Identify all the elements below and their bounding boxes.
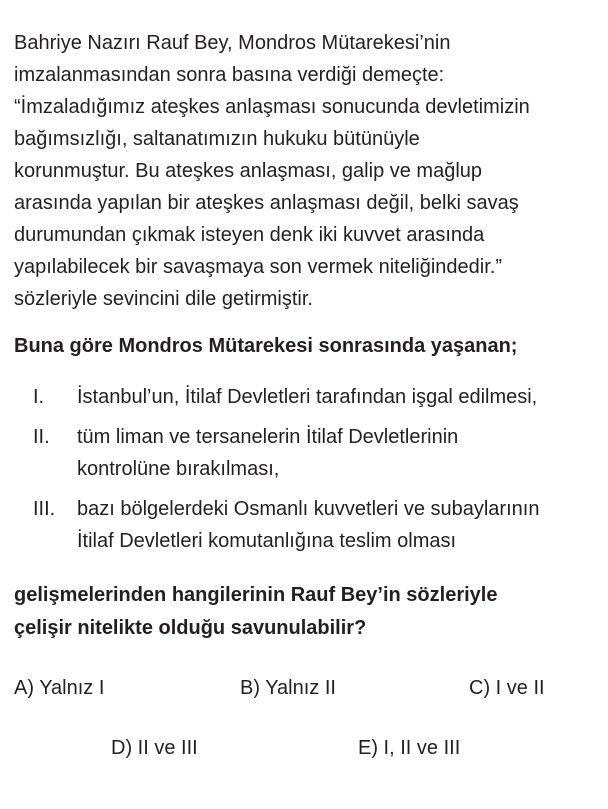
statement-number: I. [33, 386, 45, 408]
statement-text: bazı bölgelerdeki Osmanlı kuvvetleri ve subaylarının [77, 498, 540, 520]
option-e[interactable]: E) I, II ve III [358, 737, 461, 759]
passage-line: korunmuştur. Bu ateşkes anlaşması, galip ve mağlup [14, 160, 483, 182]
option-a[interactable]: A) Yalnız I [14, 677, 105, 699]
passage-line: arasında yapılan bir ateşkes anlaşması değil, belki savaş [14, 192, 519, 214]
question-prompt: Buna göre Mondros Mütarekesi sonrasında yaşanan; [14, 335, 518, 357]
statement-number: III. [33, 498, 56, 520]
passage-line: bağımsızlığı, saltanatımızın hukuku bütünüyle [14, 128, 420, 150]
statement-text: tüm liman ve tersanelerin İtilaf Devletlerinin [77, 426, 459, 448]
statement-number: II. [33, 426, 50, 448]
passage-line: durumundan çıkmak isteyen denk iki kuvvet arasında [14, 224, 485, 246]
passage-line: Bahriye Nazırı Rauf Bey, Mondros Mütarekesi’nin [14, 32, 451, 54]
statement-text: kontrolüne bırakılması, [77, 458, 280, 480]
option-b[interactable]: B) Yalnız II [240, 677, 336, 699]
passage-line: “İmzaladığımız ateşkes anlaşması sonucunda devletimizin [14, 96, 530, 118]
statement-text: İstanbul’un, İtilaf Devletleri tarafından işgal edilmesi, [77, 386, 538, 408]
question-line: çelişir nitelikte olduğu savunulabilir? [14, 617, 367, 639]
statement-text: İtilaf Devletleri komutanlığına teslim olması [77, 530, 457, 552]
option-d[interactable]: D) II ve III [111, 737, 198, 759]
passage-line: yapılabilecek bir savaşmaya son vermek niteliğindedir.” [14, 256, 503, 278]
passage-line: sözleriyle sevincini dile getirmiştir. [14, 288, 313, 310]
option-c[interactable]: C) I ve II [469, 677, 545, 699]
passage-line: imzalanmasından sonra basına verdiği demeçte: [14, 64, 445, 86]
question-line: gelişmelerinden hangilerinin Rauf Bey’in sözleriyle [14, 584, 498, 606]
